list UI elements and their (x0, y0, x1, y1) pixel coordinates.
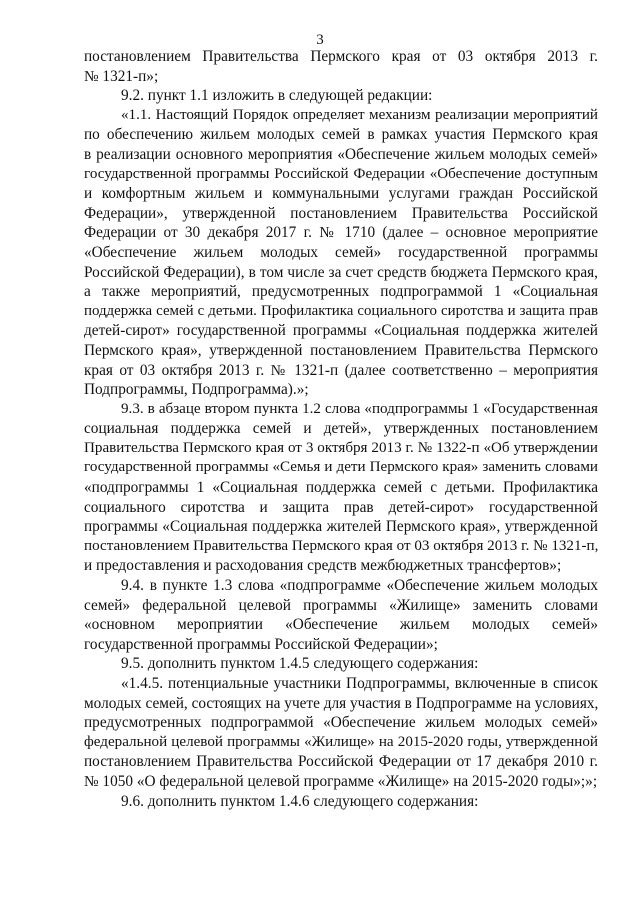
text-line: а также мероприятий, предусмотренных подпрограммой 1 «Социальная (84, 283, 598, 301)
text-line: поддержка семей с детьми. Профилактика социального сиротства и защита прав (84, 302, 598, 319)
text-line: по обеспечению жильем молодых семей в рамках участия Пермского края (84, 126, 598, 144)
text-line: и предоставления и расходования средств межбюджетных трансфертов»; (84, 557, 562, 575)
text-line: государственной программы «Семья и дети Пермского края» заменить словами (84, 459, 598, 476)
text-line: предусмотренных подпрограммой «Обеспечение жильем молодых семей» (84, 714, 598, 732)
text-line: 9.2. пункт 1.1 изложить в следующей редакции: (121, 87, 433, 105)
text-line: «1.4.5. потенциальные участники Подпрограммы, включенные в список (121, 675, 598, 692)
text-line: Федерации», утвержденной постановлением Правительства Российской (84, 204, 598, 222)
page-number: 3 (316, 32, 324, 48)
text-line: «1.1. Настоящий Порядок определяет механизм реализации мероприятий (121, 106, 598, 123)
text-line: Пермского края», утвержденной постановлением Правительства Пермского (84, 341, 598, 359)
text-line: № 1321-п»; (84, 67, 159, 85)
text-line: в реализации основного мероприятия «Обеспечение жильем молодых семей» (84, 145, 598, 163)
text-line: № 1050 «О федеральной целевой программе «Жилище» на 2015-2020 годы»;»; (84, 772, 598, 790)
text-line: государственной программы Российской Федерации»; (84, 635, 438, 653)
text-line: Российской Федерации), в том числе за счет средств бюджета Пермского края, (84, 263, 598, 281)
text-line: края от 03 октября 2013 г. № 1321-п (далее соответственно – мероприятия (84, 361, 598, 379)
text-line: постановлением Правительства Пермского края от 03 октября 2013 г. № 1321-п, (84, 537, 599, 554)
text-line: постановлением Правительства Пермского края от 03 октября 2013 г. (84, 48, 598, 65)
text-line: Подпрограммы, Подпрограмма).»; (84, 381, 309, 399)
text-line: 9.5. дополнить пунктом 1.4.5 следующего содержания: (121, 655, 479, 673)
text-line: детей-сирот» государственной программы «Социальная поддержка жителей (84, 322, 598, 340)
text-line: социальная поддержка семей и детей», утвержденных постановлением (84, 420, 598, 438)
text-line: 9.3. в абзаце втором пункта 1.2 слова «подпрограммы 1 «Государственная (121, 400, 598, 417)
text-line: «основном мероприятии «Обеспечение жильем молодых семей» (84, 616, 598, 634)
text-line: «подпрограммы 1 «Социальная поддержка семей с детьми. Профилактика (84, 479, 598, 497)
text-line: федеральной целевой программы «Жилище» на 2015-2020 годы, утвержденной (84, 733, 598, 750)
text-line: 9.6. дополнить пунктом 1.4.6 следующего содержания: (121, 792, 479, 810)
document-body (84, 47, 598, 811)
text-line: социального сиротства и защита прав детей-сирот» государственной (84, 498, 598, 516)
text-line: Федерации от 30 декабря 2017 г. № 1710 (далее – основное мероприятие (84, 224, 598, 242)
text-line: семей» федеральной целевой программы «Жилище» заменить словами (84, 596, 598, 614)
text-line: программы «Социальная поддержка жителей Пермского края», утвержденной (84, 518, 598, 536)
text-line: 9.4. в пункте 1.3 слова «подпрограмме «Обеспечение жильем молодых (121, 577, 598, 595)
text-line: Правительства Пермского края от 3 октября 2013 г. № 1322-п «Об утверждении (84, 439, 598, 456)
text-line: молодых семей, состоящих на учете для участия в Подпрограмме на условиях, (84, 694, 599, 712)
text-line: и комфортным жильем и коммунальными услугами граждан Российской (84, 185, 598, 203)
text-line: постановлением Правительства Российской Федерации от 17 декабря 2010 г. (84, 753, 598, 771)
text-line: государственной программы Российской Федерации «Обеспечение доступным (84, 165, 598, 182)
text-line: «Обеспечение жильем молодых семей» государственной программы (84, 243, 598, 261)
